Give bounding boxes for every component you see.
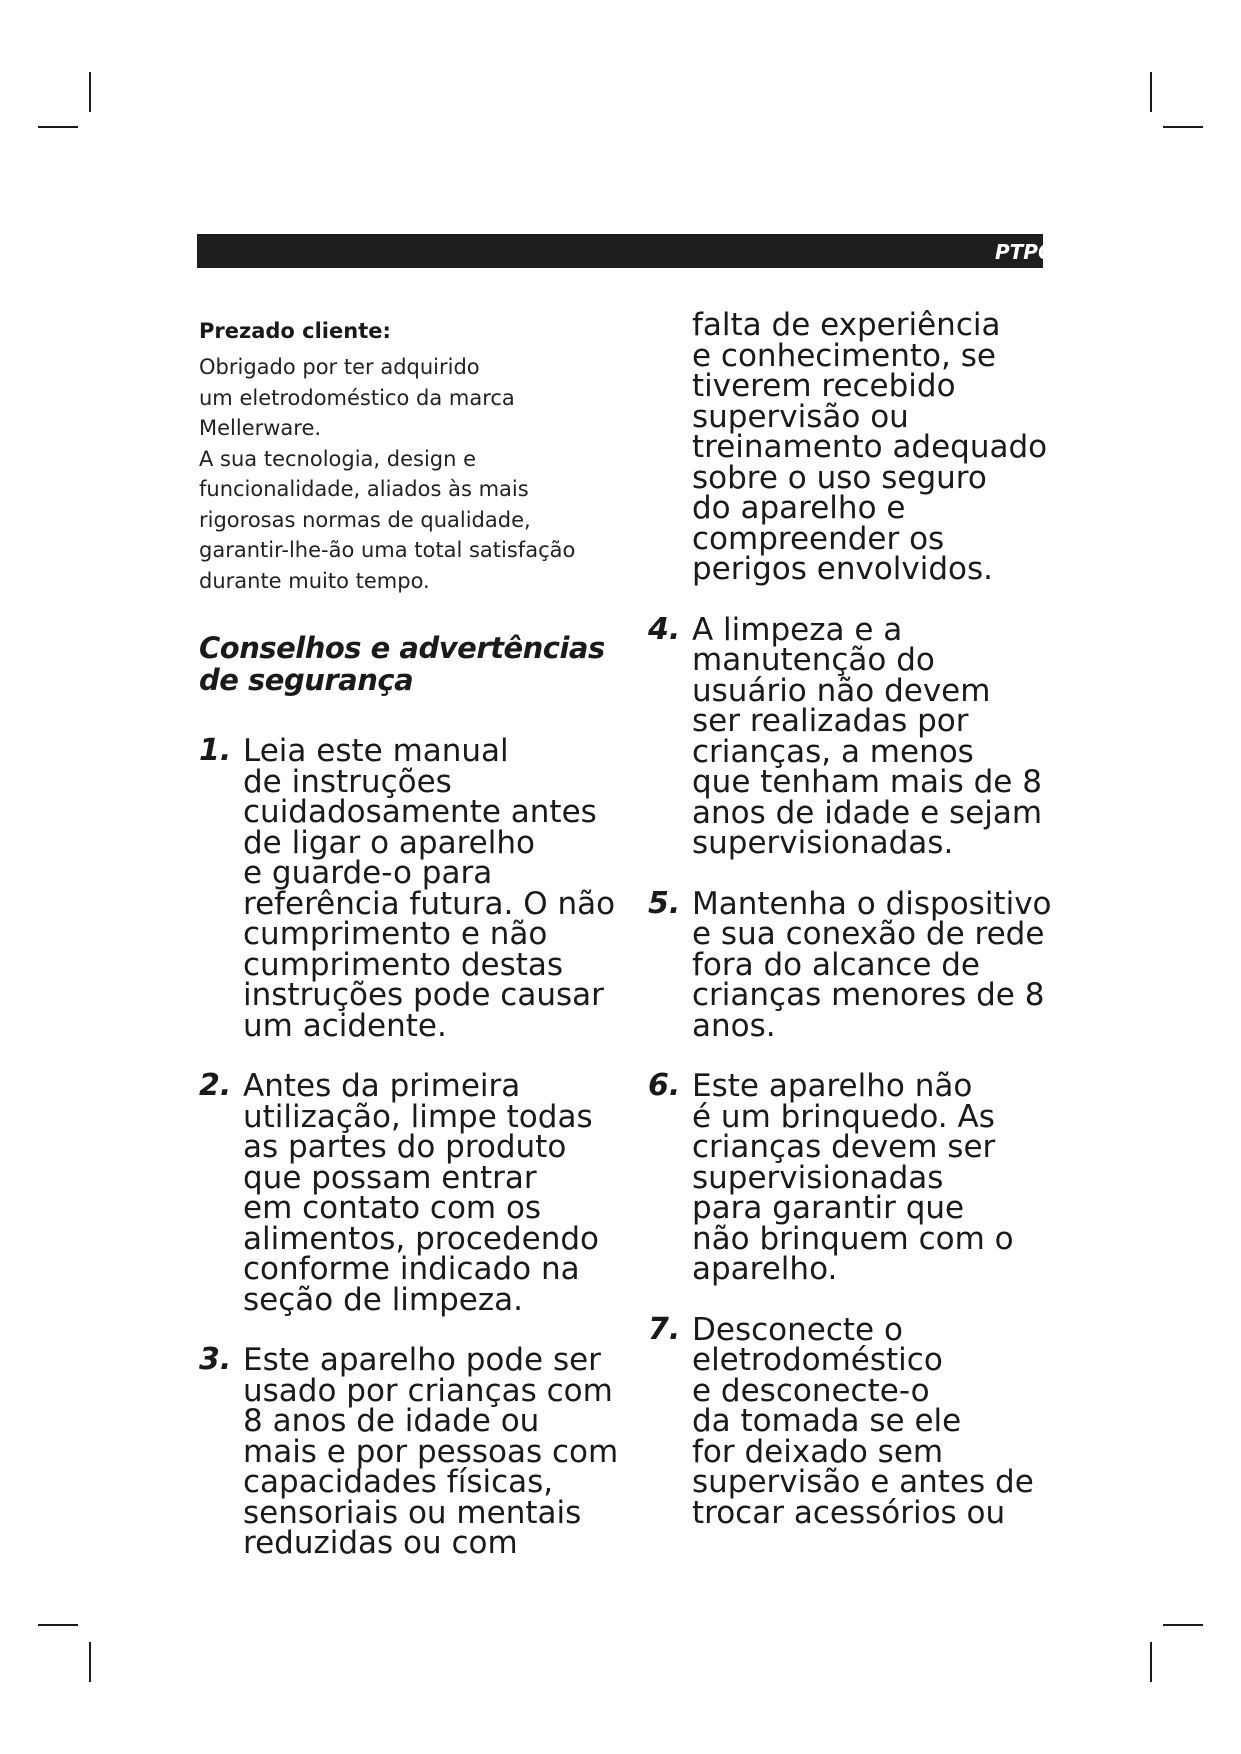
crop-mark xyxy=(38,1624,78,1626)
crop-mark xyxy=(1150,72,1152,112)
list-item xyxy=(648,1311,1068,1531)
item-number: 6. xyxy=(648,1068,681,1103)
left-column xyxy=(199,318,629,1589)
crop-mark xyxy=(89,1642,91,1682)
intro-line: Obrigado por ter adquirido xyxy=(199,355,480,379)
crop-mark xyxy=(89,72,91,112)
list-item xyxy=(648,885,1068,1044)
list-item xyxy=(648,1068,1068,1287)
item-number: 2. xyxy=(199,1068,232,1103)
intro-line: garantir-lhe-ão uma total satisfação xyxy=(199,538,576,562)
item-number: 7. xyxy=(648,1311,681,1347)
crop-mark xyxy=(1163,1624,1203,1626)
item-text: Este aparelho não é um brinquedo. As crianças devem ser supervisionadas para garantir que não brinquem com o aparelho. xyxy=(692,1068,1014,1287)
intro-paragraph xyxy=(199,352,629,596)
language-code: PTPO xyxy=(995,240,1055,264)
item-text: Este aparelho pode ser usado por crianças com 8 anos de idade ou mais e por pessoas com capacidades físicas, sensoriais ou mentais reduzidas ou com xyxy=(243,1342,619,1561)
item-text: A limpeza e a manutenção do usuário não devem ser realizadas por crianças, a menos que tenham mais de 8 anos de idade e sejam supervisionadas. xyxy=(692,611,1043,861)
intro-line: funcionalidade, aliados às mais xyxy=(199,477,529,501)
crop-mark xyxy=(1150,1642,1152,1682)
list-item xyxy=(199,733,629,1044)
item-text: Mantenha o dispositivo e sua conexão de rede fora do alcance de crianças menores de 8 anos. xyxy=(692,885,1052,1044)
item-number: 5. xyxy=(648,885,681,921)
list-item xyxy=(648,611,1068,861)
crop-mark xyxy=(1163,126,1203,128)
item-number: 3. xyxy=(199,1342,232,1377)
list-item xyxy=(199,1342,629,1561)
item-text: Desconecte o eletrodoméstico e desconecte-o da tomada se ele for deixado sem supervisão e antes de trocar acessórios ou xyxy=(692,1311,1034,1531)
item-text: Antes da primeira utilização, limpe todas as partes do produto que possam entrar em contato com os alimentos, procedendo conforme indicado na seção de limpeza. xyxy=(243,1068,599,1318)
intro-line: durante muito tempo. xyxy=(199,568,430,593)
crop-mark xyxy=(38,126,78,128)
list-item-continuation xyxy=(648,307,1068,587)
item-text: Leia este manual de instruções cuidadosamente antes de ligar o aparelho e guarde-o para referência futura. O não cumprimento e não cumprimento destas instruções pode causar um acidente. xyxy=(243,733,616,1044)
list-item xyxy=(199,1068,629,1318)
intro-line: rigorosas normas de qualidade, xyxy=(199,507,531,532)
section-title: Conselhos e advertências de segurança xyxy=(199,631,605,697)
item-text: falta de experiência e conhecimento, se tiverem recebido supervisão ou treinamento adequado sobre o uso seguro do aparelho e compreender os perigos envolvidos. xyxy=(692,307,1048,587)
intro-line: Mellerware. xyxy=(199,416,322,440)
item-number: 4. xyxy=(648,611,681,647)
intro-line: um eletrodoméstico da marca xyxy=(199,385,515,410)
right-column xyxy=(648,307,1068,1558)
header-bar xyxy=(197,234,1055,268)
intro-line: A sua tecnologia, design e xyxy=(199,446,477,471)
item-number: 1. xyxy=(199,733,232,768)
greeting: Prezado cliente: xyxy=(199,319,391,343)
